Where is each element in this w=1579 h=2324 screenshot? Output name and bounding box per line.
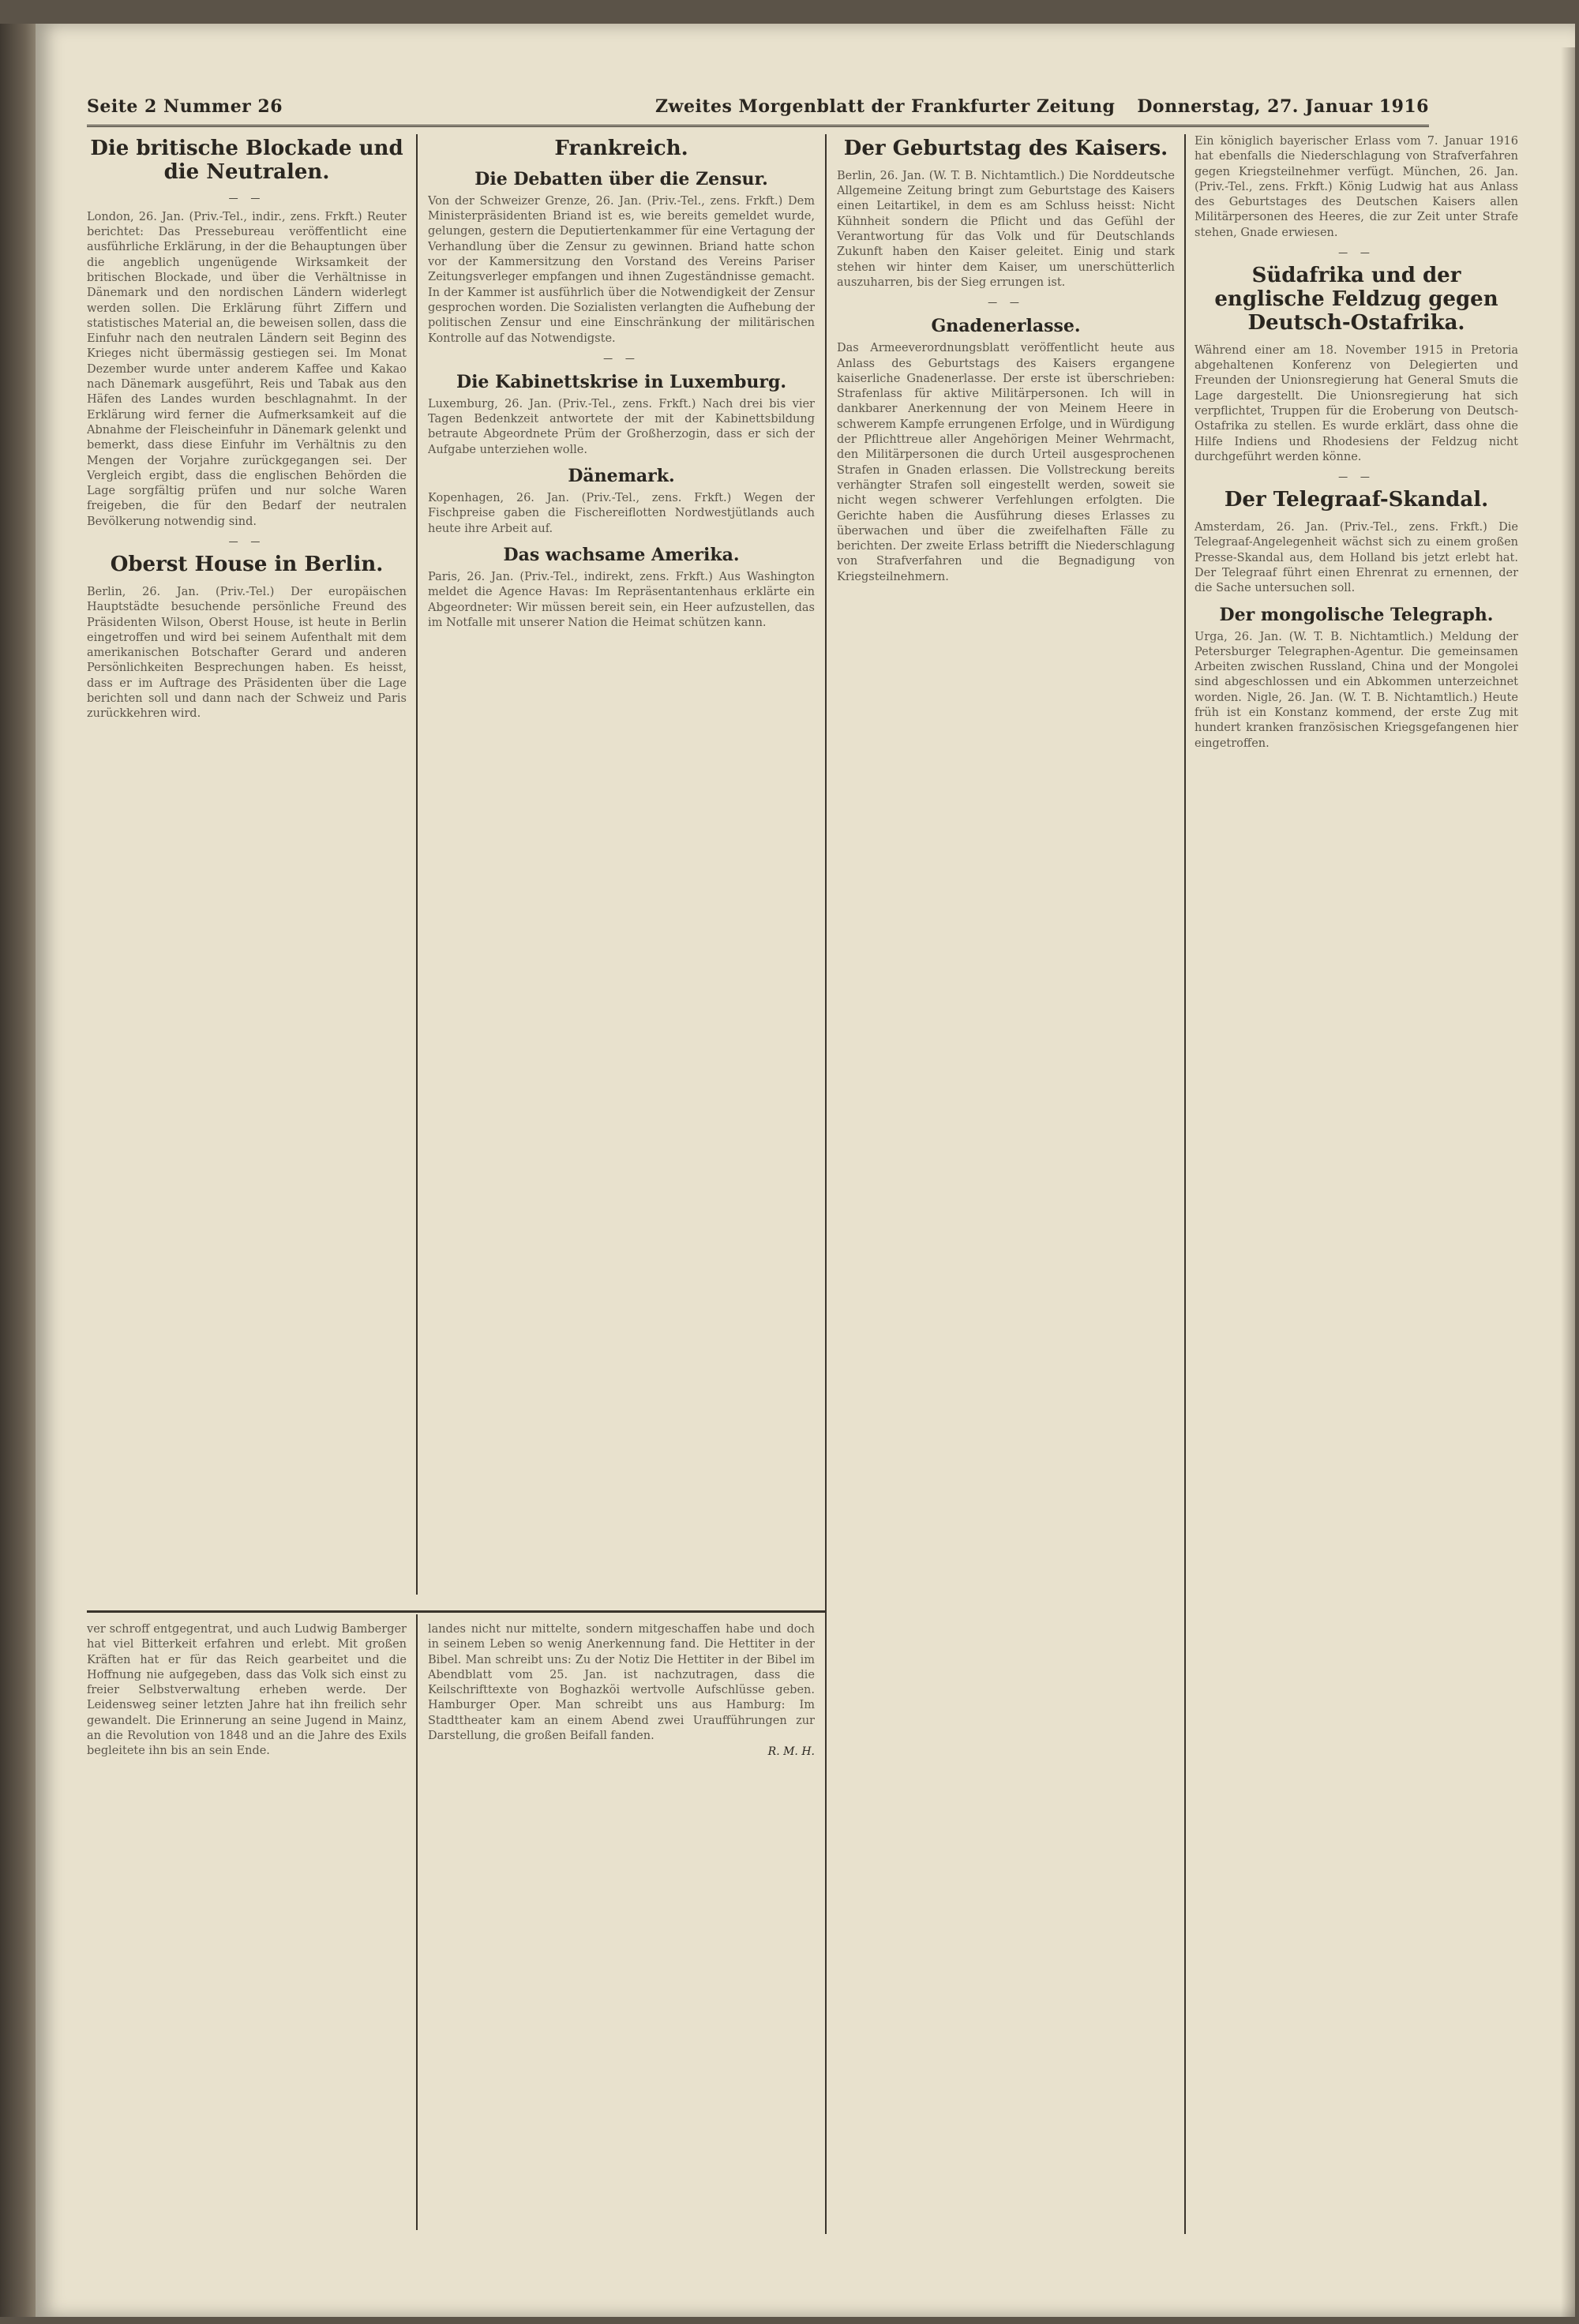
page-number-label: Seite 2 Nummer 26 [87,96,283,117]
newspaper-title: Zweites Morgenblatt der Frankfurter Zeitung [655,96,1116,117]
feuilleton-left [87,1622,407,2230]
column-kaiser: Der Geburtstag des Kaisers. Berlin, 26. Jan. (W. T. B. Nichtamtlich.) Die Norddeutsche Allgemeine Zeitung bringt zum Geburtstage des Kaisers einen Leitartikel, in dem es am Schluss heisst: Nicht Kühnheit sondern die Pflicht und das Gefühl der Verantwortung für das Volk und für Deutschlands Zukunft haben den Kaiser geleitet. Einig und stark stehen wir hinter dem Kaiser, um unerschütterlich auszuharren, bis der Sieg errungen ist. — — Gnadenerlasse. Das Armeeverordnungsblatt veröffentlicht heute aus Anlass des Geburtstags des Kaisers ergangene kaiserliche Gnadenerlasse. Der erste ist überschrieben: Strafenlass für aktive Militärpersonen. Ich will in dankbarer Anerkennung der von Meinem Heere in schwerem Kampfe errungenen Erfolge, und in Würdigung der Pflichttreue aller Angehörigen Meiner Wehrmacht, den Militärpersonen die durch Urteil ausgesprochenen Strafen in Gnaden erlassen. Die Vollstreckung bereits verhängter Strafen soll eingestellt werden, soweit sie nicht wegen schwerer Verfehlungen erfolgten. Die Gerichte haben die Ausführung dieses Erlasses zu überwachen und über die zweifelhaften Fälle zu berichten. Der zweite Erlass betrifft die Niederschlagung von Strafverfahren und die Begnadigung von Kriegsteilnehmern. [837,134,1175,2234]
subhead-amerika: Das wachsame Amerika. [503,544,740,565]
headline-house: Oberst House in Berlin. [110,553,384,577]
headline-suedafrika: Südafrika und der englische Feldzug gegen Deutsch-Ostafrika. [1214,264,1498,335]
masthead [87,93,1429,127]
article-house: Berlin, 26. Jan. (Priv.-Tel.) Der europäischen Hauptstädte besuchende persönliche Freund des Präsidenten Wilson, Oberst House, ist heute in Berlin eingetroffen und wird bei seinem Aufenthalt mit dem amerikanischen Botschafter Gerard und anderen Persönlichkeiten Besprechungen haben. Es heisst, dass er im Auftrage des Präsidenten über die Lage berichten soll und dann nach der Schweiz und Paris zurückkehren wird. [87,585,407,721]
feuilleton-rule [87,1610,825,1613]
feuilleton-text-left: ver schroff entgegentrat, und auch Ludwig Bamberger hat viel Bitterkeit erfahren und erlebt. Mit großen Kräften hat er für das Reich gearbeitet und die Hoffnung nie aufgegeben, dass das Volk sich einst zu freier Selbstverwaltung erheben werde. Der Leidensweg seiner letzten Jahre hat ihn freilich sehr gewandelt. Die Erinnerung an seine Jugend in Mainz, an die Revolution von 1848 und an die Jahre des Exils begleitete ihn bis an sein Ende. [87,1623,407,1758]
column-suedafrika: Ein königlich bayerischer Erlass vom 7. Januar 1916 hat ebenfalls die Niederschlagung von Strafverfahren gegen Kriegsteilnehmer verfügt. München, 26. Jan. (Priv.-Tel., zens. Frkft.) König Ludwig hat aus Anlass des Geburtstages des Deutschen Kaisers allen Militärpersonen des Heeres, die zur Zeit unter Strafe stehen, Gnade erwiesen. — — Südafrika und der englische Feldzug gegen Deutsch-Ostafrika. Während einer am 18. November 1915 in Pretoria abgehaltenen Konferenz von Delegierten und Freunden der Unionsregierung hat General Smuts die Lage dargestellt. Die Unionsregierung hat sich verpflichtet, Truppen für die Eroberung von Deutsch-Ostafrika zu stellen. Es wurde erklärt, dass ohne die Hilfe Indiens und Rhodesiens der Feldzug nicht durchgeführt werden könne. — — Der Telegraaf-Skandal. Amsterdam, 26. Jan. (Priv.-Tel., zens. Frkft.) Die Telegraaf-Angelegenheit wächst sich zu einem großen Presse-Skandal aus, dem Holland bis jetzt erlebt hat. Der Telegraaf führt einen Ehrenrat zu ernennen, der die Sache untersuchen soll. Der mongolische Telegraph. Urga, 26. Jan. (W. T. B. Nichtamtlich.) Meldung der Petersburger Telegraphen-Agentur. Die gemeinsamen Arbeiten zwischen Russland, China und der Mongolei sind abgeschlossen und ein Abkommen unterzeichnet worden. Nigle, 26. Jan. (W. T. B. Nichtamtlich.) Heute früh ist ein Konstanz kommend, der erste Zug mit hundert kranken französischen Kriegsgefangenen hier eingetroffen. [1195,134,1518,2234]
article-mongolei: Urga, 26. Jan. (W. T. B. Nichtamtlich.) Meldung der Petersburger Telegraphen-Agentur. Die gemeinsamen Arbeiten zwischen Russland, China und der Mongolei sind abgeschlossen und ein Abkommen unterzeichnet worden. Nigle, 26. Jan. (W. T. B. Nichtamtlich.) Heute früh ist ein Konstanz kommend, der erste Zug mit hundert kranken französischen Kriegsgefangenen hier eingetroffen. [1195,630,1518,750]
article-suedafrika: Während einer am 18. November 1915 in Pretoria abgehaltenen Konferenz von Delegierten und Freunden der Unionsregierung hat General Smuts die Lage dargestellt. Die Unionsregierung hat sich verpflichtet, Truppen für die Eroberung von Deutsch-Ostafrika zu stellen. Es wurde erklärt, dass ohne die Hilfe Indiens und Rhodesiens der Feldzug nicht durchgeführt werden könne. [1195,343,1518,463]
article-bayern: Ein königlich bayerischer Erlass vom 7. Januar 1916 hat ebenfalls die Niederschlagung von Strafverfahren gegen Kriegsteilnehmer verfügt. München, 26. Jan. (Priv.-Tel., zens. Frkft.) König Ludwig hat aus Anlass des Geburtstages des Deutschen Kaisers allen Militärpersonen des Heeres, die zur Zeit unter Strafe stehen, Gnade erwiesen. [1195,135,1518,239]
subhead-daenemark: Dänemark. [568,466,675,487]
subhead-zensur: Die Debatten über die Zensur. [474,168,768,189]
column-rule [416,134,418,1595]
column-rule [825,134,827,2234]
column-rule [416,1614,418,2230]
column-frankreich: Frankreich. Die Debatten über die Zensur. Von der Schweizer Grenze, 26. Jan. (Priv.-Tel., zens. Frkft.) Dem Ministerpräsidenten Briand ist es, wie bereits gemeldet wurde, gelungen, gestern die Deputiertenkammer für eine Vertagung der Verhandlung über die Zensur zu gewinnen. Briand hatte schon vor der Kammersitzung den Vorstand des Vereins Pariser Zeitungsverleger empfangen und ihnen Zugeständnisse gemacht. In der Kammer ist ausführlich über die Notwendigkeit der Zensur gesprochen worden. Die Sozialisten verlangten die Aufhebung der politischen Zensur und eine Einschränkung der militärischen Kontrolle auf das Notwendigste. — — Die Kabinettskrise in Luxemburg. Luxemburg, 26. Jan. (Priv.-Tel., zens. Frkft.) Nach drei bis vier Tagen Bedenkzeit antwortete der mit der Kabinettsbildung betraute Abgeordnete Prüm der Großherzogin, dass er sich der Aufgabe unterziehen wolle. Dänemark. Kopenhagen, 26. Jan. (Priv.-Tel., zens. Frkft.) Wegen der Fischpreise gaben die Fischereiflotten Nordwestjütlands auch heute ihre Arbeit auf. Das wachsame Amerika. Paris, 26. Jan. (Priv.-Tel., indirekt, zens. Frkft.) Aus Washington meldet die Agence Havas: Im Repräsentantenhaus erklärte ein Abgeordneter: Wir müssen bereit sein, ein Heer aufzustellen, das im Notfalle mit unserer Nation die Heimat schützen kann. [428,134,815,1602]
headline-kaiser: Der Geburtstag des Kaisers. [843,137,1168,160]
subhead-luxemburg: Die Kabinettskrise in Luxemburg. [456,371,787,392]
article-gnadenerlasse: Das Armeeverordnungsblatt veröffentlicht heute aus Anlass des Geburtstags des Kaisers ergangene kaiserliche Gnadenerlasse. Der erste ist überschrieben: Strafenlass für aktive Militärpersonen. Ich will in dankbarer Anerkennung der von Meinem Heere in schwerem Kampfe errungenen Erfolge, und in Würdigung der Pflichttreue aller Angehörigen Meiner Wehrmacht, den Militärpersonen die durch Urteil ausgesprochenen Strafen in Gnaden erlassen. Die Vollstreckung bereits verhängter Strafen soll eingestellt werden, soweit sie nicht wegen schwerer Verfehlungen erfolgten. Die Gerichte haben die Ausführung dieses Erlasses zu überwachen und über die zweifelhaften Fälle zu berichten. Der zweite Erlass betrifft die Niederschlagung von Strafverfahren und die Begnadigung von Kriegsteilnehmern. [837,342,1175,583]
article-telegraaf: Amsterdam, 26. Jan. (Priv.-Tel., zens. Frkft.) Die Telegraaf-Angelegenheit wächst sich zu einem großen Presse-Skandal aus, dem Holland bis jetzt erlebt hat. Der Telegraaf führt einen Ehrenrat zu ernennen, der die Sache untersuchen soll. [1195,521,1518,595]
article-luxemburg: Luxemburg, 26. Jan. (Priv.-Tel., zens. Frkft.) Nach drei bis vier Tagen Bedenkzeit antwortete der mit der Kabinettsbildung betraute Abgeordnete Prüm der Großherzogin, dass er sich der Aufgabe unterziehen wolle. [428,397,815,456]
headline-frankreich: Frankreich. [554,137,688,160]
column-blockade: Die britische Blockade und die Neutralen. — — London, 26. Jan. (Priv.-Tel., indir., zens. Frkft.) Reuter berichtet: Das Pressebureau veröffentlicht eine ausführliche Erklärung, in der die Behauptungen über die angeblich ungenügende Wirksamkeit der britischen Blockade, und über die Verhältnisse in Dänemark und den nordischen Ländern widerlegt werden sollen. Die Erklärung führt Ziffern und statistisches Material an, die beweisen sollen, dass die Einfuhr nach den neutralen Ländern seit Beginn des Krieges nicht übermässig gestiegen sei. Im Monat Dezember wurde unter anderem Kaffee und Kakao nach Dänemark ausgeführt, Reis und Tabak aus den Häfen des Landes wurden beschlagnahmt. In der Erklärung wird ferner die Aufmerksamkeit auf die Abnahme der Fleischeinfuhr in Dänemark gelenkt und bemerkt, dass diese Einfuhr im Verhältnis zu den Mengen der Vorjahre zurückgegangen sei. Der Vergleich ergibt, dass die englischen Behörden die Lage sorgfältig prüfen und nur solche Waren freigeben, die für den Bedarf der neutralen Bevölkerung notwendig sind. — — Oberst House in Berlin. Berlin, 26. Jan. (Priv.-Tel.) Der europäischen Hauptstädte besuchende persönliche Freund des Präsidenten Wilson, Oberst House, ist heute in Berlin eingetroffen und wird bei seinem Aufenthalt mit dem amerikanischen Botschafter Gerard und anderen Persönlichkeiten Besprechungen haben. Es heisst, dass er im Auftrage des Präsidenten über die Lage berichten soll und dann nach der Schweiz und Paris zurückkehren wird. [87,134,407,1602]
article-blockade: London, 26. Jan. (Priv.-Tel., indir., zens. Frkft.) Reuter berichtet: Das Pressebureau veröffentlicht eine ausführliche Erklärung, in der die Behauptungen über die angeblich ungenügende Wirksamkeit der britischen Blockade, und über die Verhältnisse in Dänemark und den nordischen Ländern widerlegt werden sollen. Die Erklärung führt Ziffern und statistisches Material an, die beweisen sollen, dass die Einfuhr nach den neutralen Ländern seit Beginn des Krieges nicht übermässig gestiegen sei. Im Monat Dezember wurde unter anderem Kaffee und Kakao nach Dänemark ausgeführt, Reis und Tabak aus den Häfen des Landes wurden beschlagnahmt. In der Erklärung wird ferner die Aufmerksamkeit auf die Abnahme der Fleischeinfuhr in Dänemark gelenkt und bemerkt, dass diese Einfuhr im Verhältnis zu den Mengen der Vorjahre zurückgegangen sei. Der Vergleich ergibt, dass die englischen Behörden die Lage sorgfältig prüfen und nur solche Waren freigeben, die für den Bedarf der neutralen Bevölkerung notwendig sind. [87,210,407,528]
issue-date: Donnerstag, 27. Januar 1916 [1137,96,1429,117]
book-binding [0,24,36,2317]
feuilleton-text-right: landes nicht nur mittelte, sondern mitgeschaffen habe und doch in seinem Leben so wenig Anerkennung fand. Die Hettiter in der Bibel. Man schreibt uns: Zu der Notiz Die Hettiter in der Bibel im Abendblatt vom 25. Jan. ist nachzutragen, dass die Keilschrifttexte von Boghazköi wertvolle Aufschlüsse geben. Hamburger Oper. Man schreibt uns aus Hamburg: Im Stadttheater kam an einem Abend zwei Uraufführungen zur Darstellung, die großen Beifall fanden. [428,1623,815,1743]
article-zensur: Von der Schweizer Grenze, 26. Jan. (Priv.-Tel., zens. Frkft.) Dem Ministerpräsidenten Briand ist es, wie bereits gemeldet wurde, gelungen, gestern die Deputiertenkammer für eine Vertagung der Verhandlung über die Zensur zu gewinnen. Briand hatte schon vor der Kammersitzung den Vorstand des Vereins Pariser Zeitungsverleger empfangen und ihnen Zugeständnisse gemacht. In der Kammer ist ausführlich über die Notwendigkeit der Zensur gesprochen worden. Die Sozialisten verlangten die Aufhebung der politischen Zensur und eine Einschränkung der militärischen Kontrolle auf das Notwendigste. [428,194,815,345]
feuilleton-right [428,1622,815,2230]
subhead-gnadenerlasse: Gnadenerlasse. [931,316,1081,337]
article-kaiser: Berlin, 26. Jan. (W. T. B. Nichtamtlich.) Die Norddeutsche Allgemeine Zeitung bringt zum Geburtstage des Kaisers einen Leitartikel, in dem es am Schluss heisst: Nicht Kühnheit sondern die Pflicht und das Gefühl der Verantwortung für das Volk und für Deutschlands Zukunft haben den Kaiser geleitet. Einig und stark stehen wir hinter dem Kaiser, um unerschütterlich auszuharren, bis der Sieg errungen ist. [837,169,1175,289]
headline-blockade: Die britische Blockade und die Neutralen. [90,137,403,184]
page-edge-shadow [1561,47,1575,2317]
signature: R. M. H. [767,1745,815,1759]
article-amerika: Paris, 26. Jan. (Priv.-Tel., indirekt, zens. Frkft.) Aus Washington meldet die Agence Havas: Im Repräsentantenhaus erklärte ein Abgeordneter: Wir müssen bereit sein, ein Heer aufzustellen, das im Notfalle mit unserer Nation die Heimat schützen kann. [428,570,815,629]
column-rule [1184,134,1186,2234]
article-daenemark: Kopenhagen, 26. Jan. (Priv.-Tel., zens. Frkft.) Wegen der Fischpreise gaben die Fischereiflotten Nordwestjütlands auch heute ihre Arbeit auf. [428,492,815,535]
subhead-mongolei: Der mongolische Telegraph. [1219,604,1494,625]
headline-telegraaf: Der Telegraaf-Skandal. [1224,488,1489,512]
